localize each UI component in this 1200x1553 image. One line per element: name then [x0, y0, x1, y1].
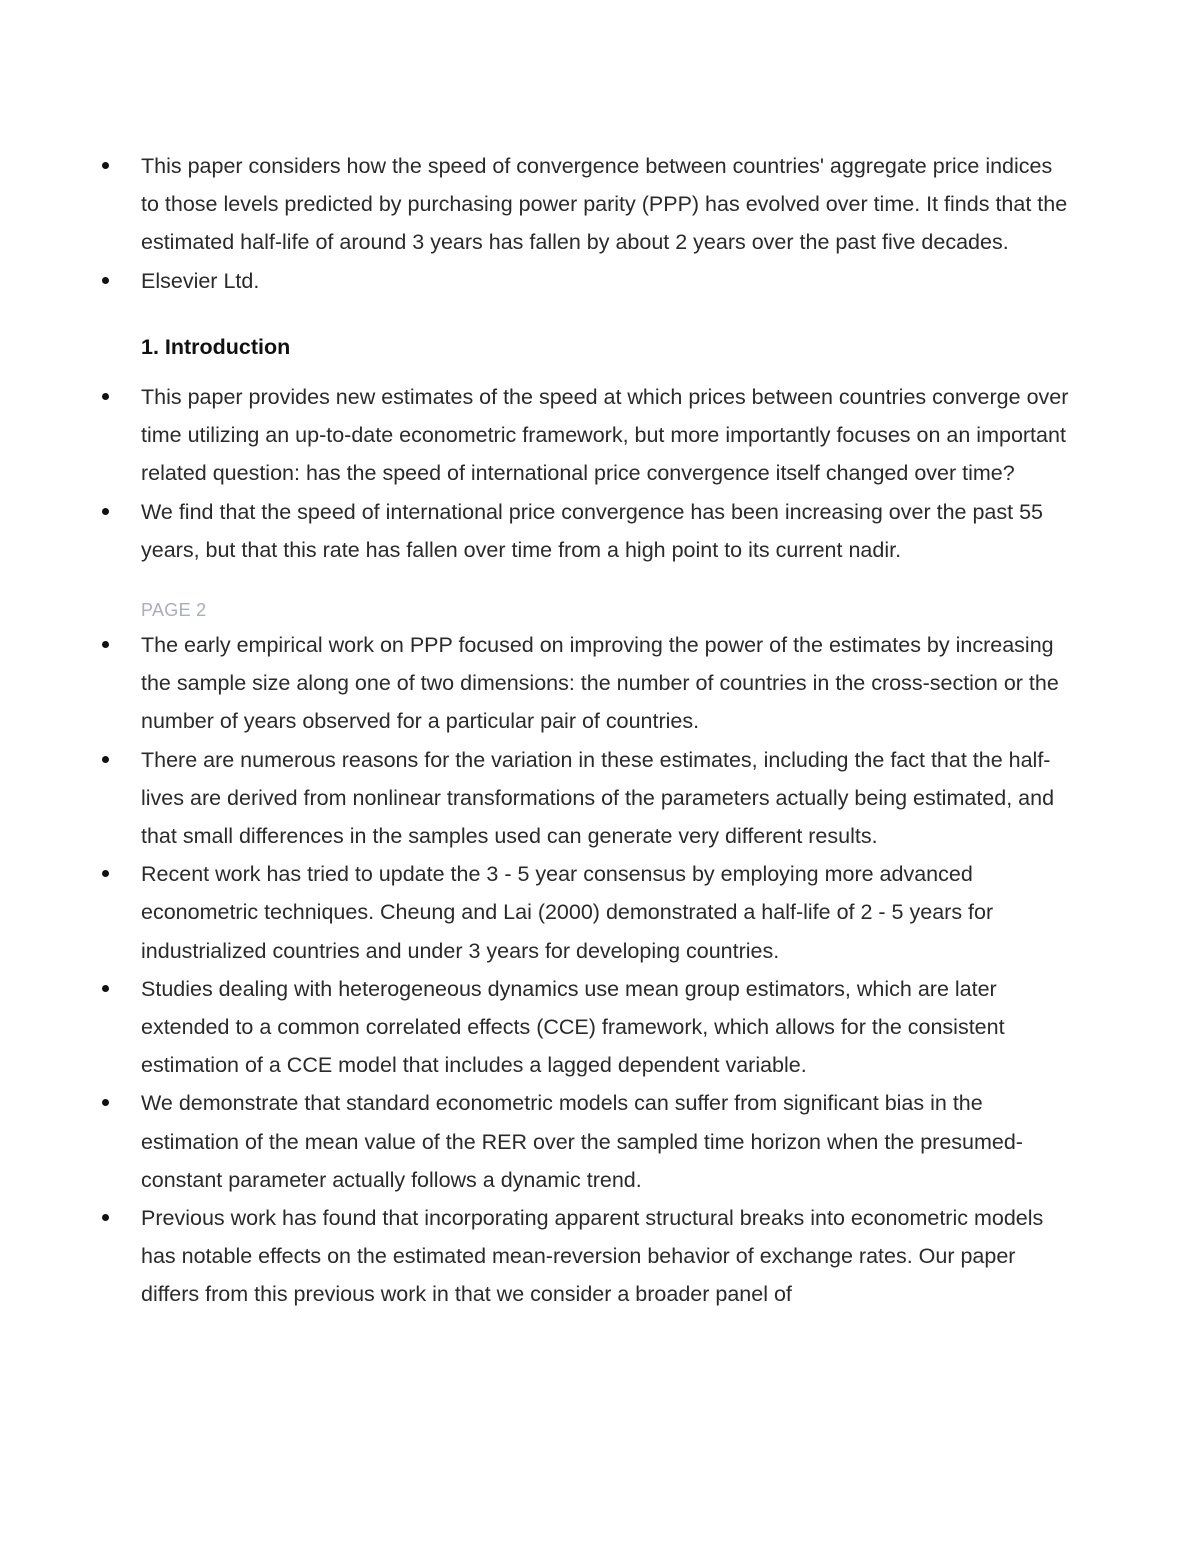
list-item [0, 378, 1200, 493]
list-item-text: Elsevier Ltd. [141, 268, 260, 293]
list-item [0, 626, 1200, 741]
list-item-text: The early empirical work on PPP focused on improving the power of the estimates by increasing the sample size along one of two dimensions: the number of countries in the cross-section or the number of years observed for a particular pair of countries. [141, 633, 1059, 734]
bullet-icon [102, 641, 109, 648]
list-item-text: This paper considers how the speed of convergence between countries' aggregate price indices to those levels predicted by purchasing power parity (PPP) has evolved over time. It finds that the estimated half-life of around 3 years has fallen by about 2 years over the past five decades. [141, 154, 1068, 255]
list-item [0, 970, 1200, 1085]
list-item-text: There are numerous reasons for the variation in these estimates, including the fact that the half-lives are derived from nonlinear transformations of the parameters actually being estimated, and that small differences in the samples used can generate very different results. [141, 747, 1055, 849]
list-item [0, 262, 1200, 300]
list-item [0, 493, 1200, 569]
bullet-icon [102, 870, 109, 877]
list-item [0, 741, 1200, 856]
bullet-icon [102, 985, 109, 992]
bullet-icon [102, 277, 109, 284]
bullet-icon [102, 1099, 109, 1106]
bullet-icon [102, 162, 109, 169]
intro-list-a [0, 378, 1200, 569]
bullet-icon [102, 1214, 109, 1221]
list-item-text: This paper provides new estimates of the speed at which prices between countries converge over time utilizing an up-to-date econometric framework, but more importantly focuses on an important related question: has the speed of international price convergence itself changed over time? [141, 385, 1069, 486]
bullet-icon [102, 756, 109, 763]
list-item [0, 855, 1200, 970]
list-item-text: Studies dealing with heterogeneous dynamics use mean group estimators, which are later extended to a common correlated effects (CCE) framework, which allows for the consistent estimation of a CCE model that includes a lagged dependent variable. [141, 976, 1005, 1078]
list-item-text: We find that the speed of international price convergence has been increasing over the past 55 years, but that this rate has fallen over time from a high point to its current nadir. [141, 499, 1043, 562]
bullet-icon [102, 508, 109, 515]
page-number-marker: PAGE 2 [141, 600, 207, 620]
list-item [0, 1199, 1200, 1314]
list-item [0, 1084, 1200, 1199]
bullet-icon [102, 393, 109, 400]
abstract-list [0, 147, 1200, 300]
section-heading: 1. Introduction [141, 335, 291, 359]
intro-list-b [0, 626, 1200, 1314]
list-item-text: We demonstrate that standard econometric models can suffer from significant bias in the estimation of the mean value of the RER over the sampled time horizon when the presumed-constant parameter actually follows a dynamic trend. [141, 1091, 1023, 1192]
list-item [0, 147, 1200, 262]
list-item-text: Recent work has tried to update the 3 - 5 year consensus by employing more advanced econometric techniques. Cheung and Lai (2000) demonstrated a half-life of 2 - 5 years for industrialized countries and under 3 years for developing countries. [141, 862, 994, 963]
list-item-text: Previous work has found that incorporating apparent structural breaks into econometric models has notable effects on the estimated mean-reversion behavior of exchange rates. Our paper differs from this previous work in that we consider a broader panel of [141, 1206, 1044, 1307]
